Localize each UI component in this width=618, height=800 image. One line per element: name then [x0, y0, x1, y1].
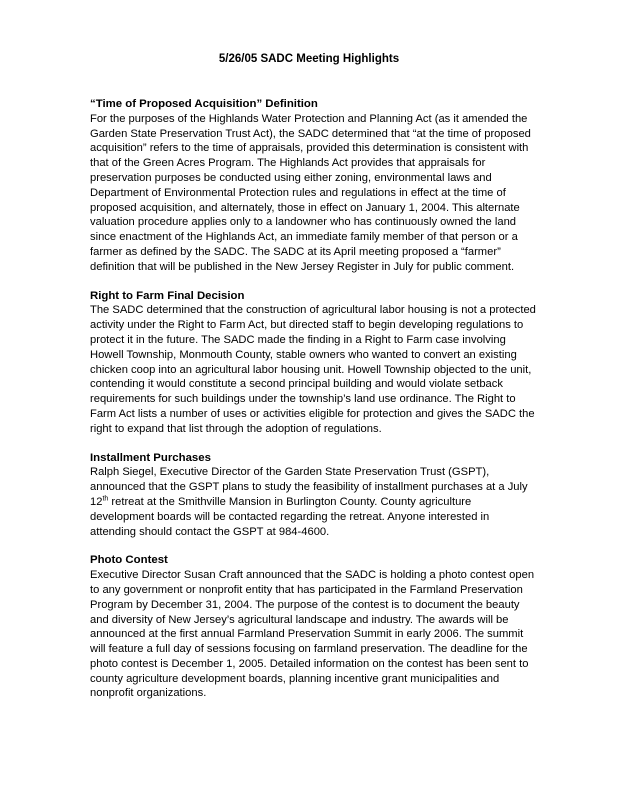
section-heading: Photo Contest — [90, 554, 168, 567]
section-photo-contest — [90, 553, 536, 701]
document-title: 5/26/05 SADC Meeting Highlights — [218, 53, 400, 65]
section-heading: “Time of Proposed Acquisition” Definition — [90, 98, 318, 110]
section-heading: Right to Farm Final Decision — [90, 289, 245, 302]
section-installment-purchases — [90, 451, 536, 540]
section-heading: Installment Purchases — [90, 451, 211, 464]
paragraph-text-after: retreat at the Smithville Mansion in Burlington County. County agriculture development boards will be contacted regarding the retreat. Anyone interested in attending should contact the GSPT at 984-4600. — [90, 495, 490, 538]
paragraph-text-before: Ralph Siegel, Executive Director of the Garden State Preservation Trust (GSPT), announced that the GSPT plans to study the feasibility of installment purchases at a July 12 — [90, 466, 528, 508]
section-paragraph: Executive Director Susan Craft announced that the SADC is holding a photo contest open to any government or nonprofit entity that has participated in the Farmland Preservation Program by December 31, 2004. The purpose of the contest is to document the beauty and diversity of New Jersey’s agricultural landscape and industry. The awards will be announced at the first annual Farmland Preservation Summit in early 2006. The summit will feature a full day of sessions focusing on farmland preservation. The deadline for the photo contest is December 1, 2005. Detailed information on the contest has been sent to county agriculture development boards, planning incentive grant municipalities and nonprofit organizations. — [90, 569, 535, 700]
document-body — [90, 97, 536, 715]
section-paragraph: The SADC determined that the construction of agricultural labor housing is not a protected activity under the Right to Farm Act, but directed staff to begin developing regulations to protect it in the future. The SADC made the finding in a Right to Farm case involving Howell Township, Monmouth County, stable owners who wanted to convert an existing chicken coop into an agricultural labor housing unit. Howell Township objected to the unit, contending it would constitute a second principal building and would violate setback requirements for such buildings under the township’s land use ordinance. The Right to Farm Act lists a number of uses or activities eligible for protection and gives the SADC the right to expand that list through the adoption of regulations. — [90, 304, 536, 435]
ordinal-superscript: th — [102, 495, 109, 503]
section-right-to-farm — [90, 289, 536, 437]
section-paragraph: For the purposes of the Highlands Water Protection and Planning Act (as it amended the Garden State Preservation Trust Act), the SADC determined that “at the time of proposed acquisition” refers to the time of appraisals, provided this determination is consistent with that of the Green Acres Program. The Highlands Act provides that appraisals for preservation purposes be conducted using either zoning, environmental laws and Department of Environmental Protection rules and regulations in effect at the time of proposed acquisition, and alternately, those in effect on January 1, 2004. This alternate valuation procedure applies only to a landowner who has continuously owned the land since enactment of the Highlands Act, an immediate family member of that person or a farmer as defined by the SADC. The SADC at its April meeting proposed a “farmer” definition that will be published in the New Jersey Register in July for public comment. — [90, 112, 531, 273]
section-paragraph — [90, 465, 536, 539]
section-time-of-proposed-acquisition — [90, 97, 536, 275]
